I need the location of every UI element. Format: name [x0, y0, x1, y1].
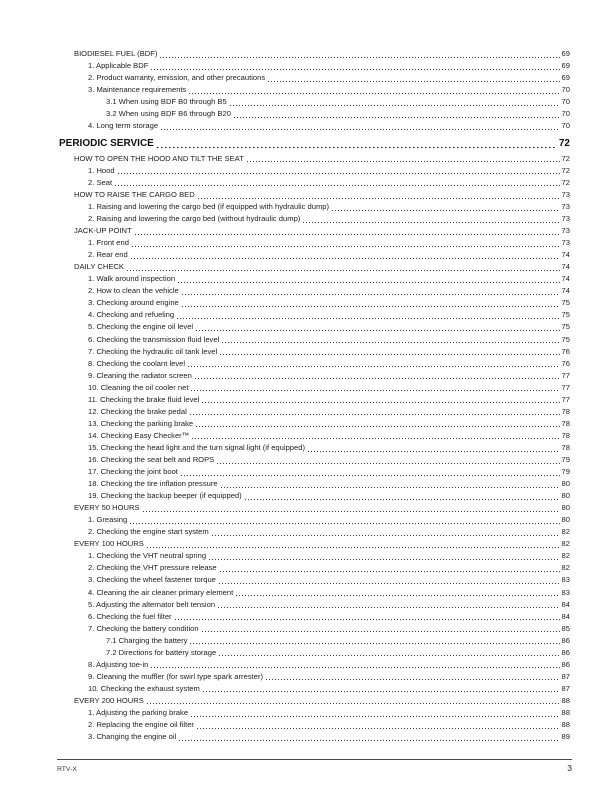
dot-leader — [160, 57, 559, 58]
toc-entry-page: 77 — [561, 382, 570, 392]
footer-page-number: 3 — [567, 763, 572, 773]
toc-entry-page: 85 — [561, 623, 570, 633]
toc-entry-label: 11. Checking the brake fluid level — [88, 394, 200, 404]
toc-entry[interactable] — [0, 454, 612, 466]
toc-entry-label: 1. Greasing — [88, 515, 128, 525]
toc-entry-label: 13. Checking the parking brake — [88, 418, 194, 428]
toc-entry[interactable] — [0, 406, 612, 418]
toc-entry-page: 83 — [561, 575, 570, 585]
toc-entry-label: 6. Checking the fuel filter — [88, 611, 172, 621]
toc-entry[interactable] — [0, 273, 612, 285]
toc-entry-page: 77 — [561, 370, 570, 380]
dot-leader — [236, 595, 559, 596]
toc-entry-page: 76 — [561, 358, 570, 368]
toc-entry-label: 7. Checking the hydraulic oil tank level — [88, 346, 218, 356]
toc-entry[interactable] — [0, 550, 612, 562]
toc-entry[interactable] — [0, 189, 612, 201]
toc-entry-label: 3. Changing the engine oil — [88, 732, 177, 742]
toc-entry-label: 12. Checking the brake pedal — [88, 406, 187, 416]
toc-entry[interactable] — [0, 382, 612, 394]
toc-entry-page: 84 — [561, 611, 570, 621]
toc-entry-page: 70 — [561, 109, 570, 119]
toc-entry[interactable] — [0, 334, 612, 346]
toc-entry-label: 8. Checking the coolant level — [88, 358, 186, 368]
dot-leader — [161, 129, 559, 130]
dot-leader — [182, 294, 560, 295]
toc-entry[interactable] — [0, 719, 612, 731]
dot-leader — [203, 691, 560, 692]
toc-entry[interactable] — [0, 490, 612, 502]
toc-entry-page: 73 — [561, 189, 570, 199]
dot-leader — [131, 258, 560, 259]
toc-entry-label: 2. How to clean the vehicle — [88, 286, 179, 296]
toc-entry-label: BIODIESEL FUEL (BDF) — [74, 49, 158, 58]
toc-entry[interactable] — [0, 394, 612, 406]
dot-leader — [147, 547, 560, 548]
toc-entry-page: 88 — [561, 720, 570, 730]
toc-entry-label: 17. Checking the joint boot — [88, 467, 178, 477]
toc-entry[interactable] — [0, 213, 612, 225]
dot-leader — [308, 451, 560, 452]
toc-entry[interactable] — [0, 526, 612, 538]
dot-leader — [182, 306, 560, 307]
toc-entry-label: 2. Product warranty, emission, and other precautions — [88, 73, 266, 83]
dot-leader — [196, 426, 559, 427]
toc-entry-page: 74 — [561, 286, 570, 296]
toc-entry[interactable] — [0, 309, 612, 321]
toc-entry-page: 84 — [561, 599, 570, 609]
dot-leader — [190, 643, 559, 644]
dot-leader — [245, 499, 560, 500]
toc-entry-page: 78 — [561, 406, 570, 416]
toc-entry[interactable] — [0, 165, 612, 177]
toc-entry-label: 7.2 Directions for battery storage — [106, 647, 217, 657]
toc-entry-page: 72 — [561, 165, 570, 175]
toc-entry-page: 83 — [561, 587, 570, 597]
dot-leader — [218, 607, 559, 608]
toc-entry[interactable] — [0, 611, 612, 623]
dot-leader — [127, 270, 560, 271]
toc-entry-page: 70 — [561, 97, 570, 107]
dot-leader — [175, 619, 560, 620]
toc-entry-page: 74 — [561, 274, 570, 284]
toc-entry-page: 86 — [561, 659, 570, 669]
toc-entry-label: 14. Checking Easy Checker™ — [88, 430, 190, 440]
toc-entry[interactable] — [0, 502, 612, 514]
dot-leader — [217, 463, 559, 464]
toc-entry[interactable] — [0, 48, 612, 60]
toc-entry-label: 1. Walk around inspection — [88, 274, 176, 284]
dot-leader — [197, 728, 560, 729]
dot-leader — [132, 246, 560, 247]
toc-entry[interactable] — [0, 321, 612, 333]
toc-entry[interactable] — [0, 370, 612, 382]
dot-leader — [191, 390, 559, 391]
dot-leader — [303, 222, 559, 223]
toc-entry-label: 8. Adjusting toe-in — [88, 659, 149, 669]
toc-entry-label: 7. Checking the battery condition — [88, 623, 199, 633]
toc-entry-page: 79 — [561, 467, 570, 477]
toc-entry[interactable] — [0, 562, 612, 574]
toc-entry[interactable] — [0, 153, 612, 165]
toc-entry-page: 75 — [561, 298, 570, 308]
toc-entry[interactable] — [0, 514, 612, 526]
dot-leader — [189, 93, 559, 94]
toc-entry-page: 87 — [561, 671, 570, 681]
dot-leader — [220, 571, 560, 572]
toc-entry-label: 6. Checking the transmission fluid level — [88, 334, 220, 344]
dot-leader — [115, 185, 559, 186]
dot-leader — [157, 147, 557, 149]
toc-entry-label: 1. Applicable BDF — [88, 61, 149, 71]
toc-entry-page: 80 — [561, 479, 570, 489]
toc-entry[interactable] — [0, 478, 612, 490]
dot-leader — [222, 342, 559, 343]
toc-entry-label: 2. Raising and lowering the cargo bed (without hydraulic dump) — [88, 214, 301, 224]
toc-entry[interactable] — [0, 297, 612, 309]
toc-entry-page: 78 — [561, 418, 570, 428]
toc-entry[interactable] — [0, 225, 612, 237]
dot-leader — [151, 69, 559, 70]
toc-entry[interactable] — [0, 466, 612, 478]
toc-entry-page: 88 — [561, 707, 570, 717]
toc-entry[interactable] — [0, 442, 612, 454]
toc-entry-page: 72 — [561, 153, 570, 163]
toc-entry-label: 3. Checking the wheel fastener torque — [88, 575, 216, 585]
toc-entry-page: 75 — [561, 322, 570, 332]
toc-entry-label: 1. Raising and lowering the cargo bed (if equipped with hydraulic dump) — [88, 202, 330, 212]
toc-entry-page: 88 — [561, 695, 570, 705]
toc-entry-page: 86 — [561, 635, 570, 645]
toc-entry-label: 19. Checking the backup beeper (if equipped) — [88, 491, 242, 501]
toc-entry-page: 69 — [561, 73, 570, 83]
dot-leader — [196, 330, 559, 331]
toc-entry-page: 72 — [561, 177, 570, 187]
toc-entry-label: 9. Cleaning the radiator screen — [88, 370, 192, 380]
toc-entry-label: JACK-UP POINT — [74, 226, 132, 236]
toc-entry[interactable] — [0, 108, 612, 120]
toc-entry-label: 7.1 Charging the battery — [106, 635, 188, 645]
toc-entry[interactable] — [0, 623, 612, 635]
toc-entry[interactable] — [0, 237, 612, 249]
toc-entry[interactable] — [0, 285, 612, 297]
toc-entry-label: 1. Hood — [88, 165, 115, 175]
dot-leader — [192, 438, 559, 439]
dot-leader — [230, 105, 560, 106]
toc-entry-page: 80 — [561, 491, 570, 501]
toc-entry[interactable] — [0, 647, 612, 659]
dot-leader — [188, 366, 559, 367]
dot-leader — [247, 161, 560, 162]
toc-entry-page: 82 — [561, 539, 570, 549]
toc-entry[interactable] — [0, 177, 612, 189]
table-of-contents — [0, 48, 612, 743]
dot-leader — [219, 583, 560, 584]
toc-entry[interactable] — [0, 136, 612, 151]
toc-entry[interactable] — [0, 418, 612, 430]
toc-entry-label: 15. Checking the head light and the turn signal light (if equipped) — [88, 442, 305, 452]
toc-entry[interactable] — [0, 249, 612, 261]
toc-entry[interactable] — [0, 96, 612, 108]
toc-entry[interactable] — [0, 358, 612, 370]
toc-entry-label: 1. Front end — [88, 238, 129, 248]
dot-leader — [332, 210, 560, 211]
dot-leader — [179, 740, 559, 741]
toc-entry-page: 70 — [561, 121, 570, 131]
toc-entry-page: 70 — [561, 85, 570, 95]
toc-entry-label: 3.2 When using BDF B6 through B20 — [106, 109, 231, 119]
toc-entry-page: 82 — [561, 563, 570, 573]
toc-entry-label: EVERY 200 HOURS — [74, 695, 144, 705]
dot-leader — [221, 487, 560, 488]
toc-entry-page: 69 — [561, 61, 570, 71]
toc-entry[interactable] — [0, 707, 612, 719]
toc-entry[interactable] — [0, 84, 612, 96]
dot-leader — [268, 81, 559, 82]
toc-entry[interactable] — [0, 538, 612, 550]
toc-entry-label: EVERY 50 HOURS — [74, 503, 140, 513]
toc-entry[interactable] — [0, 587, 612, 599]
toc-entry-label: 3.1 When using BDF B0 through B5 — [106, 97, 227, 107]
toc-entry-page: 73 — [561, 238, 570, 248]
toc-entry-page: 74 — [561, 250, 570, 260]
dot-leader — [234, 117, 560, 118]
toc-entry-label: 2. Replacing the engine oil filter — [88, 720, 194, 730]
toc-entry-label: 10. Cleaning the oil cooler net — [88, 382, 189, 392]
dot-leader — [147, 703, 560, 704]
toc-entry-page: 75 — [561, 334, 570, 344]
toc-entry-page: 89 — [561, 732, 570, 742]
toc-entry-label: 16. Checking the seat belt and ROPS — [88, 455, 215, 464]
toc-entry-label: DAILY CHECK — [74, 262, 124, 272]
toc-entry-label: 3. Checking around engine — [88, 298, 179, 308]
footer-divider — [57, 759, 572, 760]
toc-entry-label: 2. Seat — [88, 177, 113, 187]
toc-entry-page: 73 — [561, 226, 570, 236]
toc-entry-label: 4. Long term storage — [88, 121, 159, 131]
toc-entry-page: 73 — [561, 202, 570, 212]
toc-entry-label: HOW TO OPEN THE HOOD AND TILT THE SEAT — [74, 153, 244, 163]
dot-leader — [178, 282, 559, 283]
toc-entry-label: 10. Checking the exhaust system — [88, 683, 200, 693]
toc-entry-label: 3. Maintenance requirements — [88, 85, 187, 95]
toc-entry[interactable] — [0, 72, 612, 84]
toc-entry-label: 4. Checking and refueling — [88, 310, 175, 320]
dot-leader — [191, 716, 559, 717]
toc-entry-label: 2. Checking the engine start system — [88, 527, 209, 537]
toc-entry-label: EVERY 100 HOURS — [74, 539, 144, 549]
toc-entry-page: 74 — [561, 262, 570, 272]
dot-leader — [181, 475, 560, 476]
dot-leader — [177, 318, 559, 319]
toc-entry-page: 80 — [561, 503, 570, 513]
toc-entry[interactable] — [0, 60, 612, 72]
dot-leader — [130, 523, 559, 524]
toc-entry[interactable] — [0, 201, 612, 213]
toc-entry-page: 87 — [561, 683, 570, 693]
dot-leader — [202, 402, 559, 403]
dot-leader — [143, 511, 560, 512]
toc-entry[interactable] — [0, 659, 612, 671]
toc-entry[interactable] — [0, 430, 612, 442]
toc-entry-label: 2. Rear end — [88, 250, 128, 260]
dot-leader — [212, 535, 560, 536]
toc-entry-page: 82 — [561, 527, 570, 537]
footer-model-label: RTV-X — [57, 766, 77, 773]
dot-leader — [190, 414, 560, 415]
toc-entry-page: 76 — [561, 346, 570, 356]
toc-entry[interactable] — [0, 261, 612, 273]
dot-leader — [135, 234, 560, 235]
dot-leader — [209, 559, 559, 560]
dot-leader — [195, 378, 560, 379]
toc-entry[interactable] — [0, 683, 612, 695]
toc-entry-label: 5. Checking the engine oil level — [88, 322, 194, 332]
toc-entry[interactable] — [0, 635, 612, 647]
toc-entry-page: 72 — [558, 137, 570, 149]
toc-entry-page: 78 — [561, 442, 570, 452]
toc-entry-page: 80 — [561, 515, 570, 525]
toc-entry-page: 86 — [561, 647, 570, 657]
toc-entry[interactable] — [0, 599, 612, 611]
toc-entry[interactable] — [0, 574, 612, 586]
toc-entry-page: 69 — [561, 49, 570, 58]
dot-leader — [118, 173, 560, 174]
toc-entry-page: 73 — [561, 214, 570, 224]
dot-leader — [198, 198, 560, 199]
toc-entry-label: HOW TO RAISE THE CARGO BED — [74, 189, 195, 199]
toc-entry-label: 4. Cleaning the air cleaner primary element — [88, 587, 234, 597]
dot-leader — [266, 679, 560, 680]
toc-entry-page: 78 — [561, 430, 570, 440]
toc-entry-label: 1. Checking the VHT neutral spring — [88, 551, 207, 561]
dot-leader — [151, 667, 559, 668]
toc-entry[interactable] — [0, 671, 612, 683]
toc-entry-label: 2. Checking the VHT pressure release — [88, 563, 217, 573]
toc-entry-label: 1. Adjusting the parking brake — [88, 707, 189, 717]
page-footer — [57, 763, 572, 773]
dot-leader — [219, 655, 559, 656]
toc-entry-label: PERIODIC SERVICE — [59, 137, 154, 149]
toc-entry-page: 77 — [561, 394, 570, 404]
toc-entry-label: 5. Adjusting the alternator belt tension — [88, 599, 216, 609]
toc-entry-label: 9. Cleaning the muffler (for swirl type spark arrester) — [88, 671, 264, 681]
dot-leader — [202, 631, 560, 632]
toc-entry[interactable] — [0, 695, 612, 707]
toc-entry-label: 18. Checking the tire inflation pressure — [88, 479, 218, 489]
toc-entry-page: 75 — [561, 310, 570, 320]
toc-entry-page: 79 — [561, 455, 570, 464]
dot-leader — [220, 354, 559, 355]
toc-entry[interactable] — [0, 346, 612, 358]
toc-entry[interactable] — [0, 731, 612, 743]
toc-entry-page: 82 — [561, 551, 570, 561]
toc-entry[interactable] — [0, 120, 612, 132]
